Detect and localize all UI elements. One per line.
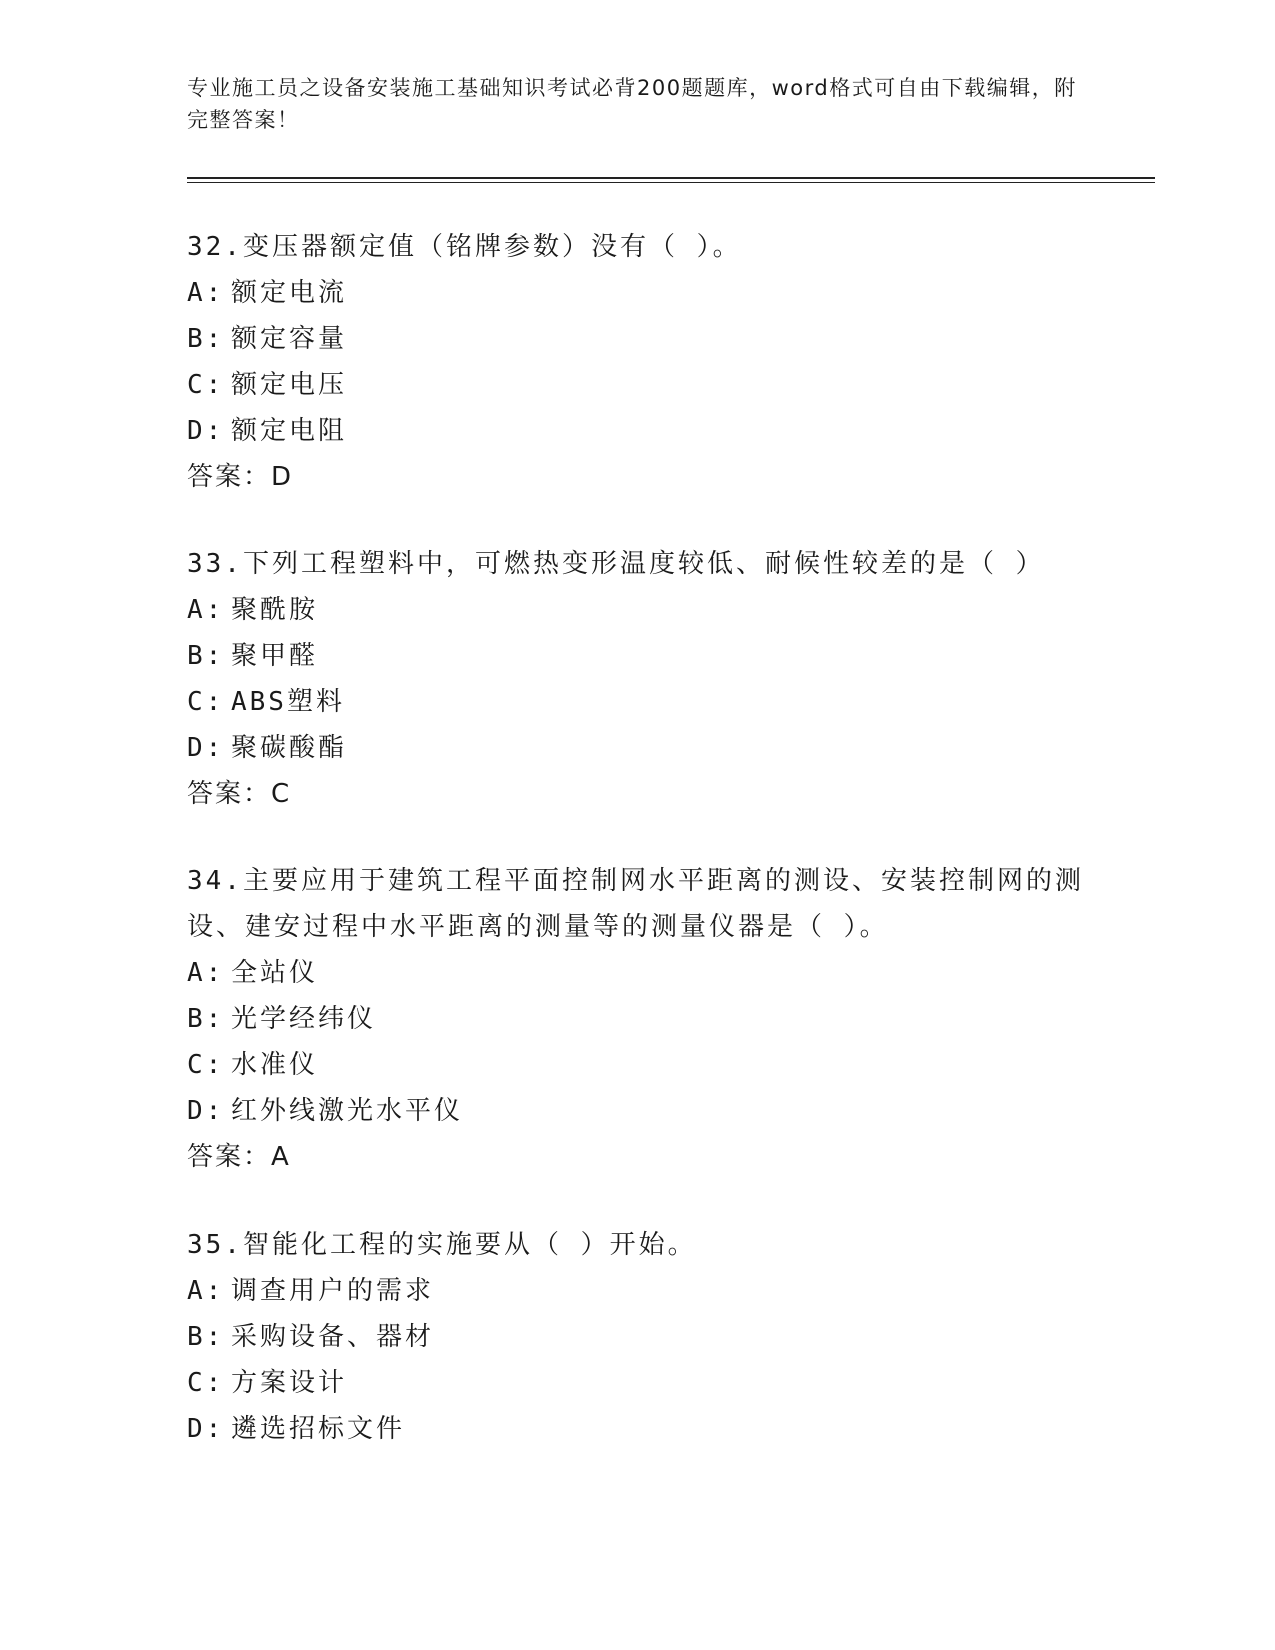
option-b xyxy=(187,316,1087,362)
option-b xyxy=(187,633,1087,679)
question-35 xyxy=(187,1222,1087,1452)
option-letter: C: xyxy=(187,1050,225,1080)
question-stem: 32.变压器额定值（铭牌参数）没有（ ）。 xyxy=(187,232,742,262)
question-stem: 34.主要应用于建筑工程平面控制网水平距离的测设、安装控制网的测设、建安过程中水平距离的测量等的测量仪器是（ ）。 xyxy=(187,866,1084,942)
option-c xyxy=(187,1042,1087,1088)
option-text: 遴选招标文件 xyxy=(231,1414,406,1444)
option-d xyxy=(187,1088,1087,1134)
option-letter: C: xyxy=(187,370,225,400)
option-letter: D: xyxy=(187,1414,225,1444)
option-text: 方案设计 xyxy=(231,1368,348,1398)
option-letter: A: xyxy=(187,595,225,625)
option-a xyxy=(187,270,1087,316)
header-divider-thin xyxy=(187,182,1155,183)
question-32 xyxy=(187,224,1087,500)
option-text: 聚酰胺 xyxy=(231,595,319,625)
option-letter: A: xyxy=(187,278,225,308)
option-a xyxy=(187,1268,1087,1314)
option-a xyxy=(187,950,1087,996)
answer-text: 答案：C xyxy=(187,779,292,809)
option-letter: A: xyxy=(187,1276,225,1306)
option-letter: B: xyxy=(187,324,225,354)
option-letter: B: xyxy=(187,641,225,671)
option-text: 光学经纬仪 xyxy=(231,1004,377,1034)
answer-text: 答案：A xyxy=(187,1142,291,1172)
document-header-title: 专业施工员之设备安装施工基础知识考试必背200题题库，word格式可自由下载编辑，附完整答案！ xyxy=(187,76,1077,132)
option-c xyxy=(187,679,1087,725)
question-33 xyxy=(187,541,1087,817)
option-text: 聚碳酸酯 xyxy=(231,733,348,763)
option-c xyxy=(187,362,1087,408)
option-letter: D: xyxy=(187,416,225,446)
header-divider-thick xyxy=(187,177,1155,179)
option-text: 额定电压 xyxy=(231,370,348,400)
option-text: 额定容量 xyxy=(231,324,348,354)
option-letter: B: xyxy=(187,1004,225,1034)
option-letter: D: xyxy=(187,733,225,763)
option-d xyxy=(187,725,1087,771)
question-stem: 33.下列工程塑料中，可燃热变形温度较低、耐候性较差的是（ ） xyxy=(187,549,1045,579)
option-text: 额定电流 xyxy=(231,278,348,308)
option-text: 聚甲醛 xyxy=(231,641,319,671)
option-b xyxy=(187,996,1087,1042)
option-a xyxy=(187,587,1087,633)
question-34 xyxy=(187,858,1087,1180)
option-d xyxy=(187,408,1087,454)
option-text: 全站仪 xyxy=(231,958,319,988)
option-letter: D: xyxy=(187,1096,225,1126)
option-text: 采购设备、器材 xyxy=(231,1322,435,1352)
option-text: 红外线激光水平仪 xyxy=(231,1096,464,1126)
option-letter: B: xyxy=(187,1322,225,1352)
answer-text: 答案：D xyxy=(187,462,294,492)
question-stem: 35.智能化工程的实施要从（ ）开始。 xyxy=(187,1230,697,1260)
option-text: 调查用户的需求 xyxy=(231,1276,435,1306)
option-b xyxy=(187,1314,1087,1360)
option-d xyxy=(187,1406,1087,1452)
option-letter: A: xyxy=(187,958,225,988)
option-text: 额定电阻 xyxy=(231,416,348,446)
option-text: 水准仪 xyxy=(231,1050,319,1080)
option-c xyxy=(187,1360,1087,1406)
option-letter: C: xyxy=(187,687,225,717)
option-letter: C: xyxy=(187,1368,225,1398)
option-text: ABS塑料 xyxy=(231,687,345,717)
